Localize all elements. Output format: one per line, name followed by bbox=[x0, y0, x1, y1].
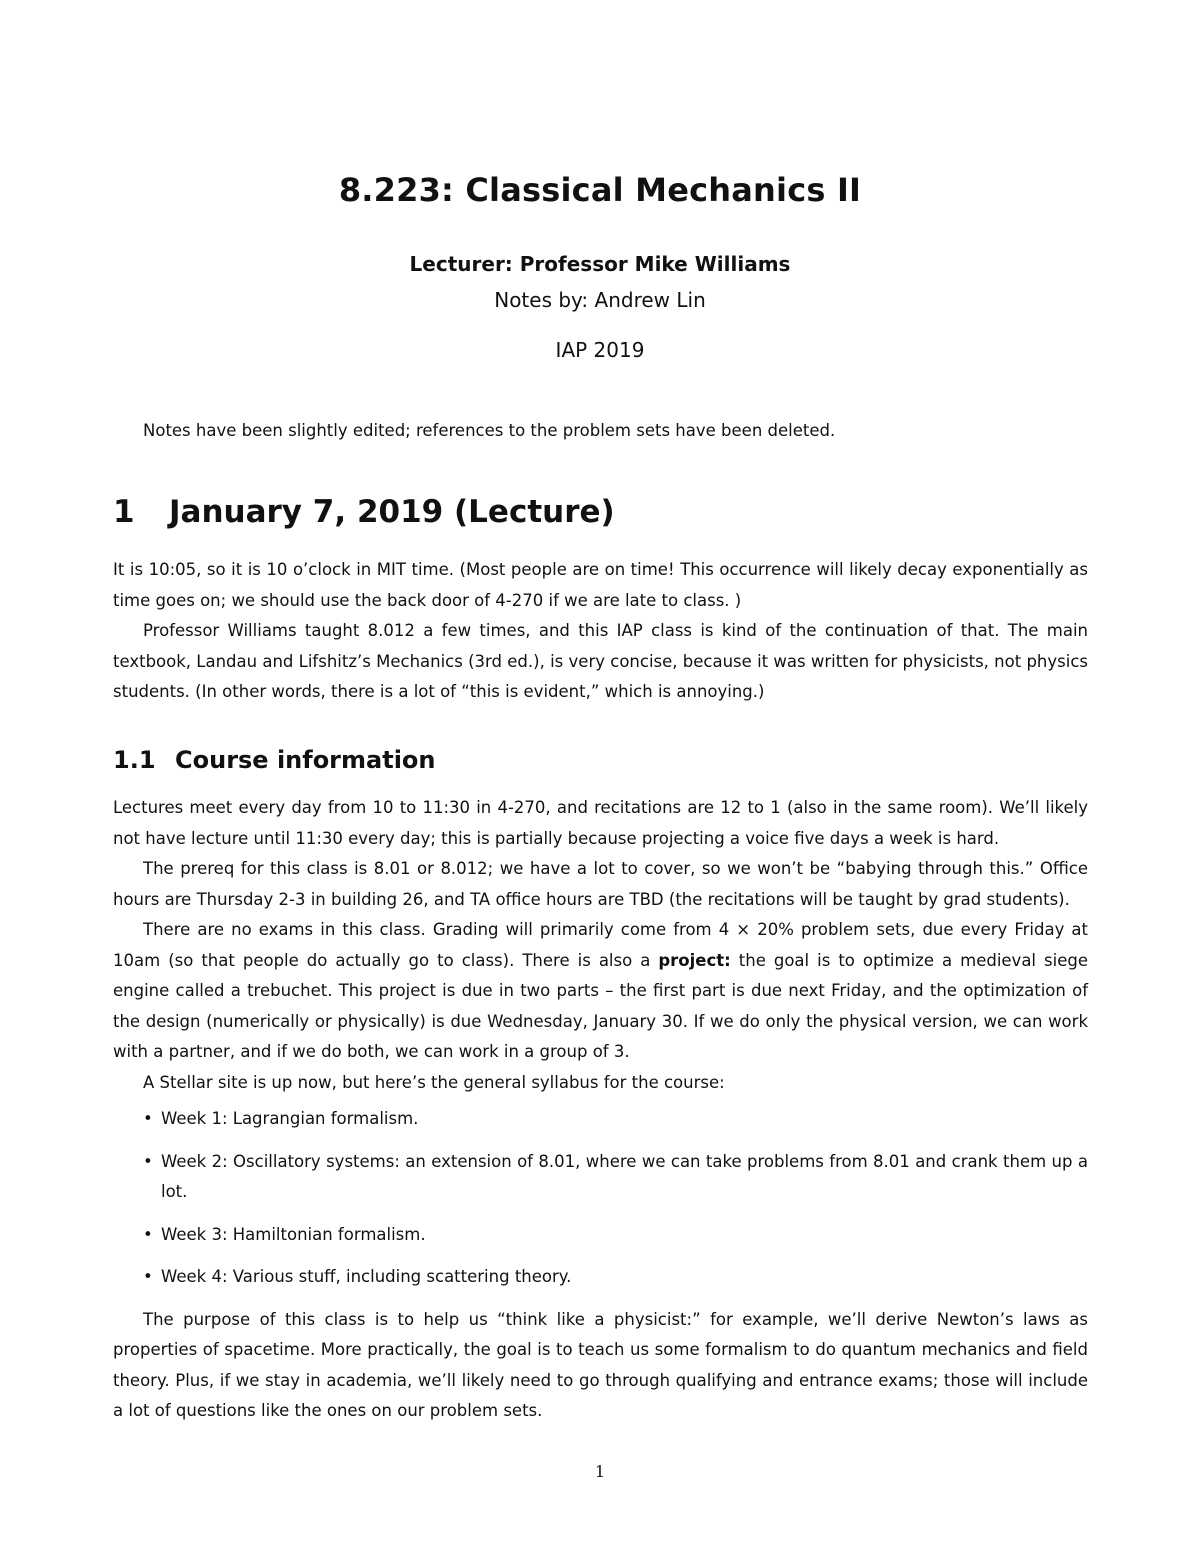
list-item bbox=[113, 1147, 1088, 1208]
list-item bbox=[113, 1220, 1088, 1251]
bullet-icon: • bbox=[143, 1267, 153, 1286]
term-line: IAP 2019 bbox=[555, 338, 645, 362]
paragraph: The prereq for this class is 8.01 or 8.012; we have a lot to cover, so we won’t be “babying through this.” Office hours are Thursday 2-3 in building 26, and TA office hours are TBD (the recitations will be taught by grad students). bbox=[113, 859, 1088, 909]
page-number: 1 bbox=[594, 1462, 606, 1481]
section-heading bbox=[113, 490, 615, 534]
paragraph: It is 10:05, so it is 10 o’clock in MIT time. (Most people are on time! This occurrence will likely decay exponentially as time goes on; we should use the back door of 4-270 if we are late to class. ) bbox=[113, 560, 1088, 610]
document-title: 8.223: Classical Mechanics II bbox=[338, 171, 862, 209]
paragraph: Professor Williams taught 8.012 a few times, and this IAP class is kind of the continuation of that. The main textbook, Landau and Lifshitz’s Mechanics (3rd ed.), is very concise, because it was written for physicists, not physics students. (In other words, there is a lot of “this is evident,” which is annoying.) bbox=[113, 621, 1088, 701]
bullet-icon: • bbox=[143, 1224, 153, 1244]
list-item-text: Week 1: Lagrangian formalism. bbox=[161, 1109, 419, 1128]
purpose-paragraph: The purpose of this class is to help us “think like a physicist:” for example, we’ll derive Newton’s laws as properties of spacetime. More practically, the goal is to teach us some formalism to do quantum mechanics and field theory. Plus, if we stay in academia, we’ll likely need to go through qualifying and entrance exams; those will include a lot of questions like the ones on our problem sets. bbox=[113, 1309, 1088, 1420]
subsection-body bbox=[113, 793, 1088, 1427]
grading-text-continued: the goal is to optimize a medieval siege engine called a trebuchet. This project is due in two parts – the first part is due next Friday, and the optimization of the design (numerically or physically) is due Wednesday, January 30. If we do only the physical version, we can work with a partner, and if we do both, we can work in a group of 3. bbox=[113, 950, 1088, 1061]
paragraph: Lectures meet every day from 10 to 11:30 in 4-270, and recitations are 12 to 1 (also in the same room). We’ll likely not have lecture until 11:30 every day; this is partially because projecting a voice five days a week is hard. bbox=[113, 798, 1088, 848]
list-item-text: Week 2: Oscillatory systems: an extension of 8.01, where we can take problems from 8.01 and crank them up a lot. bbox=[161, 1151, 1088, 1201]
notes-by-line: Notes by: Andrew Lin bbox=[494, 288, 706, 312]
section-body bbox=[113, 555, 1088, 708]
grading-text: There are no exams in this class. Grading will primarily come from 4 × 20% problem sets, due every Friday at 10am (so that people do actually go to class). There is also a bbox=[113, 920, 1088, 970]
subsection-title: Course information bbox=[175, 746, 436, 774]
list-item-text: Week 4: Various stuff, including scattering theory. bbox=[161, 1267, 572, 1286]
list-item-text: Week 3: Hamiltonian formalism. bbox=[161, 1224, 426, 1244]
subsection-heading bbox=[113, 742, 436, 778]
list-item bbox=[113, 1104, 1088, 1135]
edit-note: Notes have been slightly edited; references to the problem sets have been deleted. bbox=[143, 421, 836, 440]
section-title: January 7, 2019 (Lecture) bbox=[169, 494, 615, 530]
list-item bbox=[113, 1262, 1088, 1293]
section-number: 1 bbox=[113, 494, 135, 530]
grading-paragraph bbox=[113, 915, 1088, 1068]
syllabus-list bbox=[113, 1104, 1088, 1293]
syllabus-intro: A Stellar site is up now, but here’s the general syllabus for the course: bbox=[143, 1072, 725, 1092]
bullet-icon: • bbox=[143, 1109, 153, 1128]
bullet-icon: • bbox=[143, 1151, 153, 1171]
lecturer-line: Lecturer: Professor Mike Williams bbox=[409, 252, 791, 276]
subsection-number: 1.1 bbox=[113, 746, 156, 774]
project-keyword: project: bbox=[658, 950, 731, 970]
